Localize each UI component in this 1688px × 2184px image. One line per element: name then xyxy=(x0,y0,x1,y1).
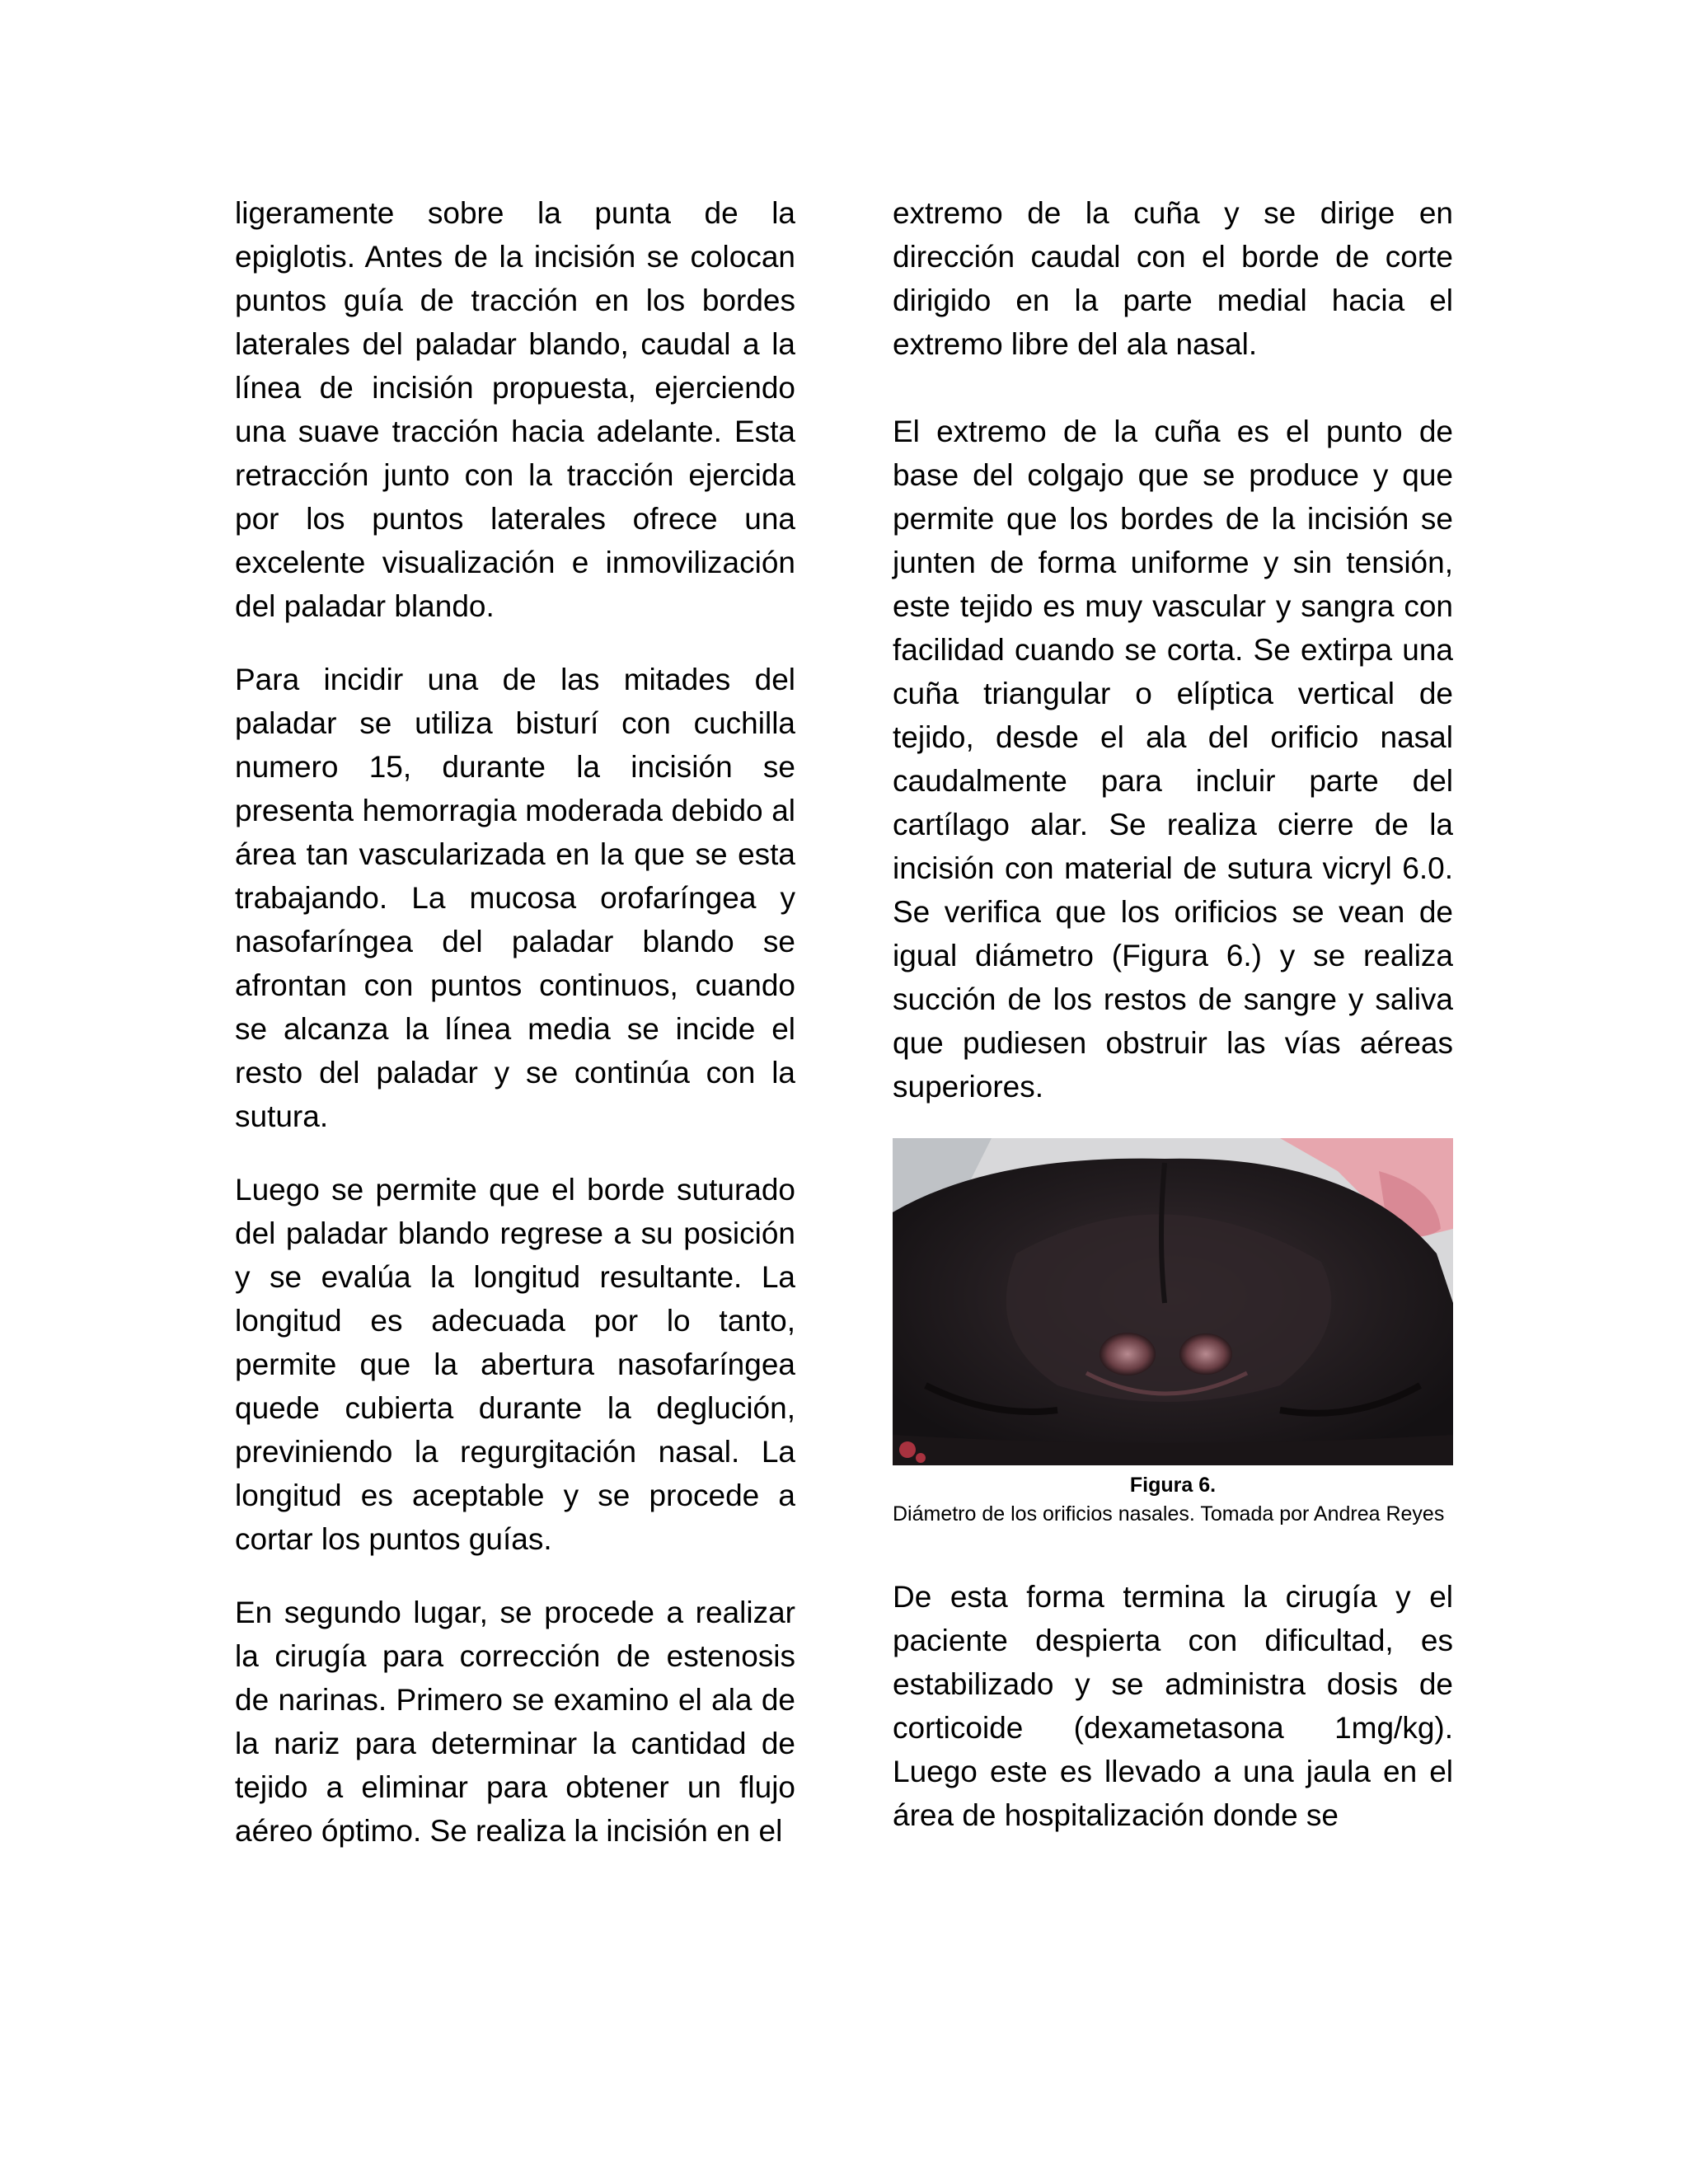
figure-caption: Diámetro de los orificios nasales. Tomada por Andrea Reyes xyxy=(893,1502,1445,1526)
body-paragraph: Para incidir una de las mitades del paladar se utiliza bisturí con cuchilla numero 15, durante la incisión se presenta hemorragia moderada debido al área tan vascularizada en la que se esta trabajando. La mucosa orofaríngea y nasofaríngea del paladar blando se afrontan con puntos continuos, cuando se alcanza la línea media se incide el resto del paladar y se continúa con la sutura. xyxy=(235,663,795,1133)
body-paragraph: De esta forma termina la cirugía y el paciente despierta con dificultad, es estabilizado y se administra dosis de corticoide (dexametasona 1mg/kg). Luego este es llevado a una jaula en el área de hospitalización donde se xyxy=(893,1580,1453,1832)
right-column xyxy=(893,191,1453,1867)
nose-photo xyxy=(893,1138,1453,1465)
figure-title: Figura 6. xyxy=(1129,1474,1217,1497)
body-paragraph: extremo de la cuña y se dirige en dirección caudal con el borde de corte dirigido en la parte medial hacia el extremo libre del ala nasal. xyxy=(893,196,1453,361)
figure xyxy=(893,1138,1453,1529)
left-column xyxy=(235,191,795,1882)
body-paragraph: En segundo lugar, se procede a realizar la cirugía para corrección de estenosis de narinas. Primero se examino el ala de la nariz para determinar la cantidad de tejido a eliminar para obtener un flujo aéreo óptimo. Se realiza la incisión en el xyxy=(235,1596,795,1848)
body-paragraph: ligeramente sobre la punta de la epiglotis. Antes de la incisión se colocan puntos guía de tracción en los bordes laterales del paladar blando, caudal a la línea de incisión propuesta, ejerciendo una suave tracción hacia adelante. Esta retracción junto con la tracción ejercida por los puntos laterales ofrece una excelente visualización e inmovilización del paladar blando. xyxy=(235,196,795,623)
body-paragraph: El extremo de la cuña es el punto de base del colgajo que se produce y que permite que los bordes de la incisión se junten de forma uniforme y sin tensión, este tejido es muy vascular y sangra con facilidad cuando se corta. Se extirpa una cuña triangular o elíptica vertical de tejido, desde el ala del orificio nasal caudalmente para incluir parte del cartílago alar. Se realiza cierre de la incisión con material de sutura vicryl 6.0. Se verifica que los orificios se vean de igual diámetro (Figura 6.) y se realiza succión de los restos de sangre y saliva que pudiesen obstruir las vías aéreas superiores. xyxy=(893,415,1453,1104)
body-paragraph: Luego se permite que el borde suturado del paladar blando regrese a su posición y se evalúa la longitud resultante. La longitud es adecuada por lo tanto, permite que la abertura nasofaríngea quede cubierta durante la deglución, previniendo la regurgitación nasal. La longitud es aceptable y se procede a cortar los puntos guías. xyxy=(235,1173,795,1556)
